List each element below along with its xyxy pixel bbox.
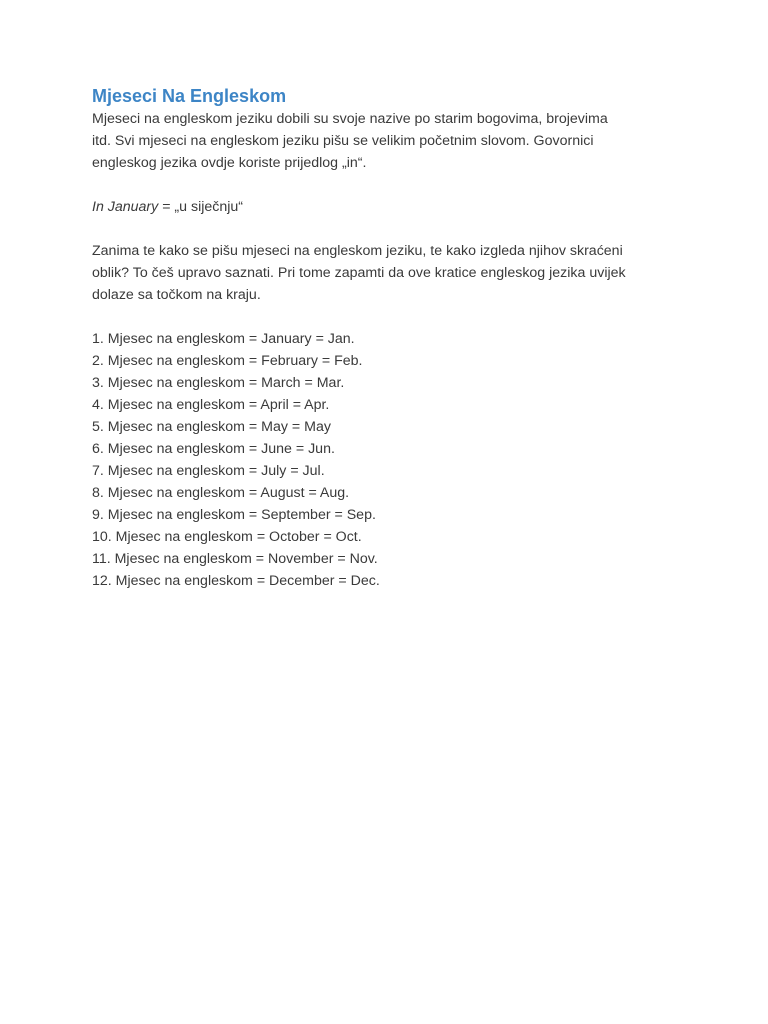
document-page xyxy=(92,84,692,592)
example-translation: = „u siječnju“ xyxy=(158,199,244,215)
intro-paragraph: Mjeseci na engleskom jeziku dobili su svoje nazive po starim bogovima, brojevima itd. Svi mjeseci na engleskom jeziku pišu se velikim početnim slovom. Govornici engleskog jezika ovdje koriste prijedlog „in“. xyxy=(92,111,608,171)
list-item: 12. Mjesec na engleskom = December = Dec. xyxy=(92,573,380,589)
months-list xyxy=(92,328,692,592)
list-item: 11. Mjesec na engleskom = November = Nov. xyxy=(92,551,378,567)
spacer xyxy=(92,218,692,240)
explanation-paragraph: Zanima te kako se pišu mjeseci na engleskom jeziku, te kako izgleda njihov skraćeni oblik? To češ upravo saznati. Pri tome zapamti da ove kratice engleskog jezika uvijek dolaze sa točkom na kraju. xyxy=(92,243,626,303)
list-item: 10. Mjesec na engleskom = October = Oct. xyxy=(92,529,362,545)
list-item: 2. Mjesec na engleskom = February = Feb. xyxy=(92,353,363,369)
list-item: 7. Mjesec na engleskom = July = Jul. xyxy=(92,463,325,479)
page-title: Mjeseci Na Engleskom xyxy=(92,86,287,106)
list-item: 5. Mjesec na engleskom = May = May xyxy=(92,419,331,435)
list-item: 6. Mjesec na engleskom = June = Jun. xyxy=(92,441,335,457)
example-line xyxy=(92,196,692,218)
spacer xyxy=(92,174,692,196)
spacer xyxy=(92,306,692,328)
list-item: 8. Mjesec na engleskom = August = Aug. xyxy=(92,485,350,501)
example-english: In January xyxy=(92,199,159,215)
list-item: 3. Mjesec na engleskom = March = Mar. xyxy=(92,375,345,391)
list-item: 1. Mjesec na engleskom = January = Jan. xyxy=(92,331,355,347)
list-item: 4. Mjesec na engleskom = April = Apr. xyxy=(92,397,330,413)
list-item: 9. Mjesec na engleskom = September = Sep. xyxy=(92,507,376,523)
